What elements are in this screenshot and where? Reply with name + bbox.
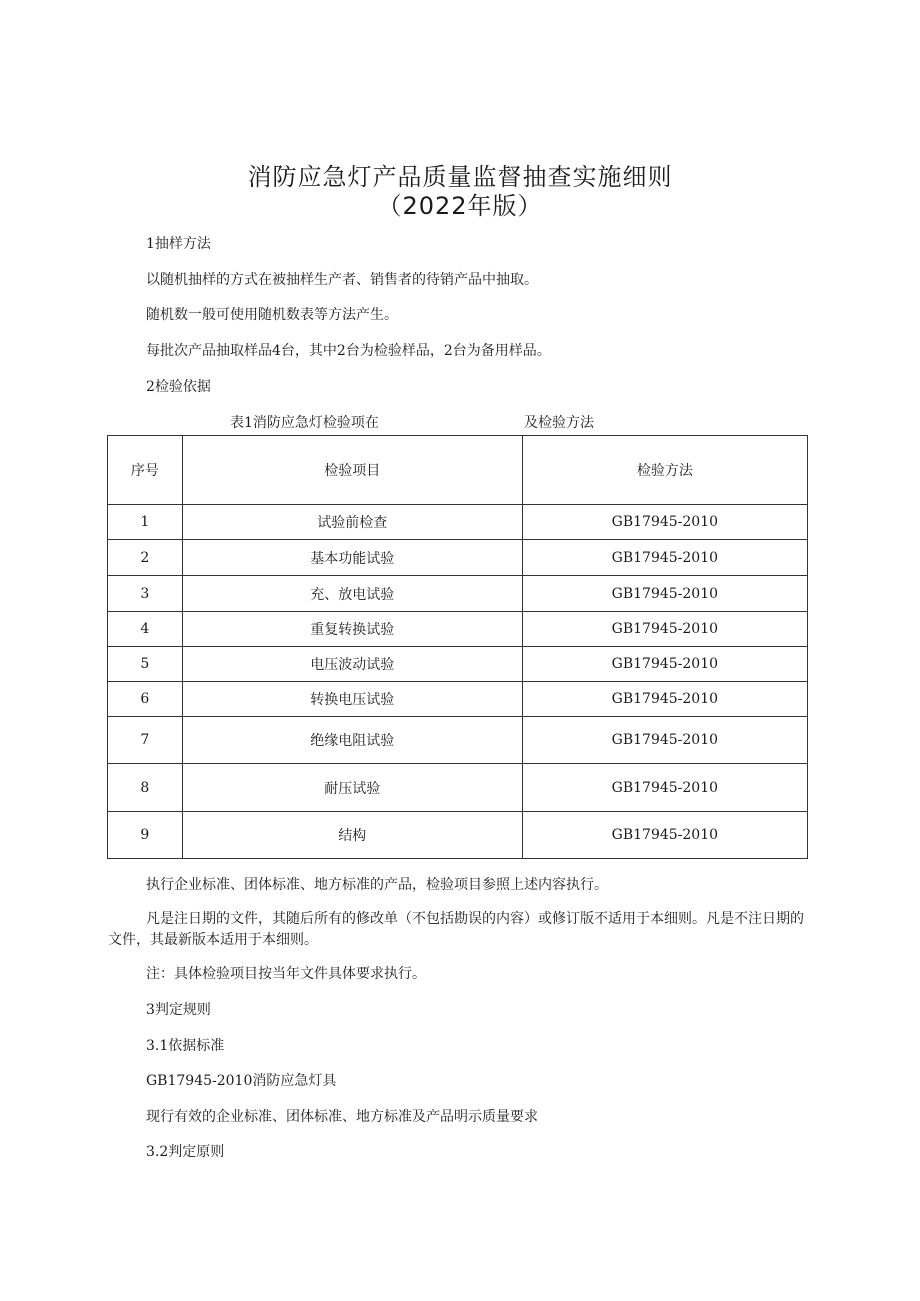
cell-no: 6 bbox=[108, 682, 183, 717]
cell-no: 2 bbox=[108, 540, 183, 576]
cell-item: 耐压试验 bbox=[182, 764, 522, 812]
header-cell-item: 检验项目 bbox=[182, 436, 522, 505]
cell-no: 1 bbox=[108, 505, 183, 540]
cell-item: 基本功能试验 bbox=[182, 540, 522, 576]
document-subtitle: （2022年版） bbox=[377, 192, 543, 220]
section-2-heading: 2检验依据 bbox=[146, 379, 211, 395]
table-row bbox=[108, 612, 808, 647]
header-cell-method: 检验方法 bbox=[522, 436, 807, 505]
cell-item: 充、放电试验 bbox=[182, 576, 522, 612]
table-row bbox=[108, 764, 808, 812]
cell-no: 7 bbox=[108, 717, 183, 764]
section-1-heading: 1抽样方法 bbox=[146, 236, 211, 252]
cell-method: GB17945-2010 bbox=[522, 764, 807, 812]
cell-no: 3 bbox=[108, 576, 183, 612]
cell-method: GB17945-2010 bbox=[522, 576, 807, 612]
section-3-heading: 3判定规则 bbox=[146, 1002, 211, 1018]
cell-item: 绝缘电阻试验 bbox=[182, 717, 522, 764]
paragraph: 每批次产品抽取样品4台，其中2台为检验样品，2台为备用样品。 bbox=[146, 343, 551, 359]
paragraph: 以随机抽样的方式在被抽样生产者、销售者的待销产品中抽取。 bbox=[146, 272, 538, 288]
cell-item: 试验前检查 bbox=[182, 505, 522, 540]
table-row bbox=[108, 682, 808, 717]
table-row bbox=[108, 540, 808, 576]
subsection-3-1-heading: 3.1依据标准 bbox=[146, 1038, 225, 1054]
table-header-row bbox=[108, 436, 808, 505]
inspection-table bbox=[107, 435, 808, 859]
table-row bbox=[108, 717, 808, 764]
table-row bbox=[108, 647, 808, 682]
subsection-3-2-heading: 3.2判定原则 bbox=[146, 1144, 225, 1160]
cell-no: 4 bbox=[108, 612, 183, 647]
cell-item: 转换电压试验 bbox=[182, 682, 522, 717]
cell-method: GB17945-2010 bbox=[522, 505, 807, 540]
cell-no: 5 bbox=[108, 647, 183, 682]
header-cell-no: 序号 bbox=[108, 436, 183, 505]
cell-method: GB17945-2010 bbox=[522, 647, 807, 682]
cell-method: GB17945-2010 bbox=[522, 612, 807, 647]
table-caption: 表1消防应急灯检验项在 bbox=[230, 415, 379, 431]
cell-method: GB17945-2010 bbox=[522, 812, 807, 859]
table-row bbox=[108, 812, 808, 859]
standard-reference: GB17945-2010消防应急灯具 bbox=[146, 1073, 337, 1089]
cell-no: 9 bbox=[108, 812, 183, 859]
table-row bbox=[108, 576, 808, 612]
cell-no: 8 bbox=[108, 764, 183, 812]
paragraph: 凡是注日期的文件，其随后所有的修改单（不包括勘误的内容）或修订版不适用于本细则。凡是不注日期的文件，其最新版本适用于本细则。 bbox=[108, 911, 804, 948]
cell-item: 结构 bbox=[182, 812, 522, 859]
note-text: 注：具体检验项目按当年文件具体要求执行。 bbox=[146, 966, 426, 982]
table-caption-continued: 及检验方法 bbox=[524, 415, 594, 431]
table-row bbox=[108, 505, 808, 540]
cell-method: GB17945-2010 bbox=[522, 717, 807, 764]
document-title: 消防应急灯产品质量监督抽查实施细则 bbox=[247, 163, 673, 191]
paragraph: 现行有效的企业标准、团体标准、地方标准及产品明示质量要求 bbox=[146, 1109, 538, 1125]
paragraph: 执行企业标准、团体标准、地方标准的产品，检验项目参照上述内容执行。 bbox=[146, 877, 608, 893]
cell-method: GB17945-2010 bbox=[522, 540, 807, 576]
paragraph: 随机数一般可使用随机数表等方法产生。 bbox=[146, 307, 398, 323]
cell-item: 电压波动试验 bbox=[182, 647, 522, 682]
cell-item: 重复转换试验 bbox=[182, 612, 522, 647]
cell-method: GB17945-2010 bbox=[522, 682, 807, 717]
